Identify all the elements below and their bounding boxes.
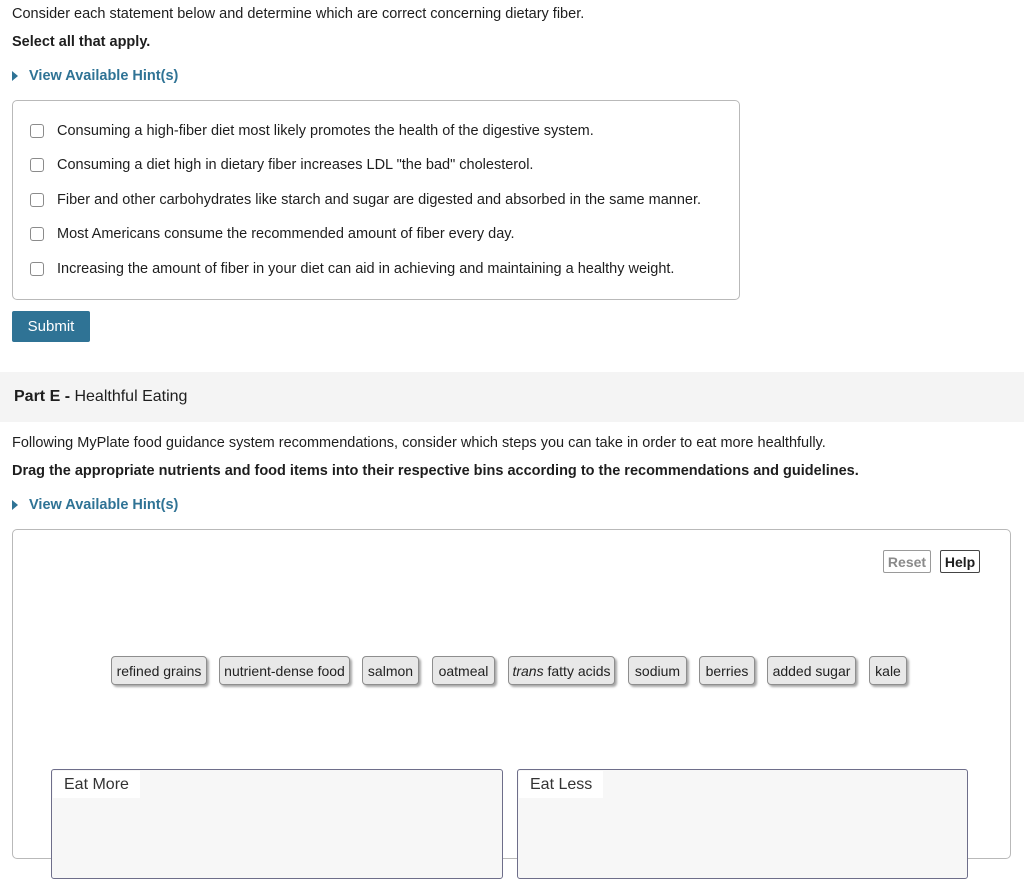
bin-eat-more[interactable]: [51, 769, 503, 879]
drag-item-trans-fatty-acids[interactable]: [508, 656, 615, 685]
question-instruction: Select all that apply.: [12, 34, 151, 50]
question-prompt-e: Following MyPlate food guidance system recommendations, consider which steps you can take in order to eat more healthfully.: [12, 435, 826, 451]
option-item[interactable]: [30, 261, 674, 277]
chip-italic-text: trans: [512, 662, 544, 679]
part-title: [14, 388, 187, 406]
option-checkbox[interactable]: [30, 124, 44, 138]
drag-item-salmon[interactable]: salmon: [362, 656, 419, 685]
help-button[interactable]: Help: [940, 550, 980, 573]
drag-item-refined-grains[interactable]: refined grains: [111, 656, 207, 685]
expand-triangle-icon: [12, 500, 18, 510]
option-label: Consuming a high-fiber diet most likely promotes the health of the digestive system.: [57, 123, 594, 139]
chip-text: fatty acids: [543, 662, 611, 679]
option-item[interactable]: [30, 157, 533, 173]
expand-triangle-icon: [12, 71, 18, 81]
reset-button[interactable]: Reset: [883, 550, 931, 573]
option-checkbox[interactable]: [30, 262, 44, 276]
view-hints-label: View Available Hint(s): [29, 68, 179, 84]
drag-item-oatmeal[interactable]: oatmeal: [432, 656, 495, 685]
view-hints-label: View Available Hint(s): [29, 497, 179, 513]
option-label: Most Americans consume the recommended amount of fiber every day.: [57, 226, 515, 242]
option-label: Fiber and other carbohydrates like starch and sugar are digested and absorbed in the same manner.: [57, 192, 702, 208]
option-label: Increasing the amount of fiber in your diet can aid in achieving and maintaining a healthy weight.: [57, 261, 675, 277]
drag-item-nutrient-dense-food[interactable]: nutrient-dense food: [219, 656, 350, 685]
submit-button[interactable]: Submit: [12, 311, 90, 342]
bin-label: Eat More: [53, 771, 140, 798]
bin-label: Eat Less: [519, 771, 603, 798]
drag-item-added-sugar[interactable]: added sugar: [767, 656, 856, 685]
part-label: Part E -: [14, 388, 71, 405]
option-checkbox[interactable]: [30, 227, 44, 241]
option-item[interactable]: [30, 226, 515, 242]
question-prompt: Consider each statement below and determine which are correct concerning dietary fiber.: [12, 6, 585, 22]
part-header: [0, 372, 1024, 422]
drag-item-sodium[interactable]: sodium: [628, 656, 687, 685]
option-item[interactable]: [30, 123, 594, 139]
drag-item-kale[interactable]: kale: [869, 656, 907, 685]
bin-eat-less[interactable]: [517, 769, 968, 879]
option-label: Consuming a diet high in dietary fiber increases LDL "the bad" cholesterol.: [57, 157, 534, 173]
answer-options-box: [12, 100, 740, 300]
question-instruction-e: Drag the appropriate nutrients and food items into their respective bins according to the recommendations and guidelines.: [12, 463, 859, 479]
view-hints-toggle-e[interactable]: [12, 497, 178, 513]
drag-item-berries[interactable]: berries: [699, 656, 755, 685]
option-checkbox[interactable]: [30, 193, 44, 207]
drag-drop-area: [12, 529, 1011, 859]
option-checkbox[interactable]: [30, 158, 44, 172]
option-item[interactable]: [30, 192, 701, 208]
view-hints-toggle[interactable]: [12, 68, 178, 84]
part-name: Healthful Eating: [74, 388, 188, 405]
